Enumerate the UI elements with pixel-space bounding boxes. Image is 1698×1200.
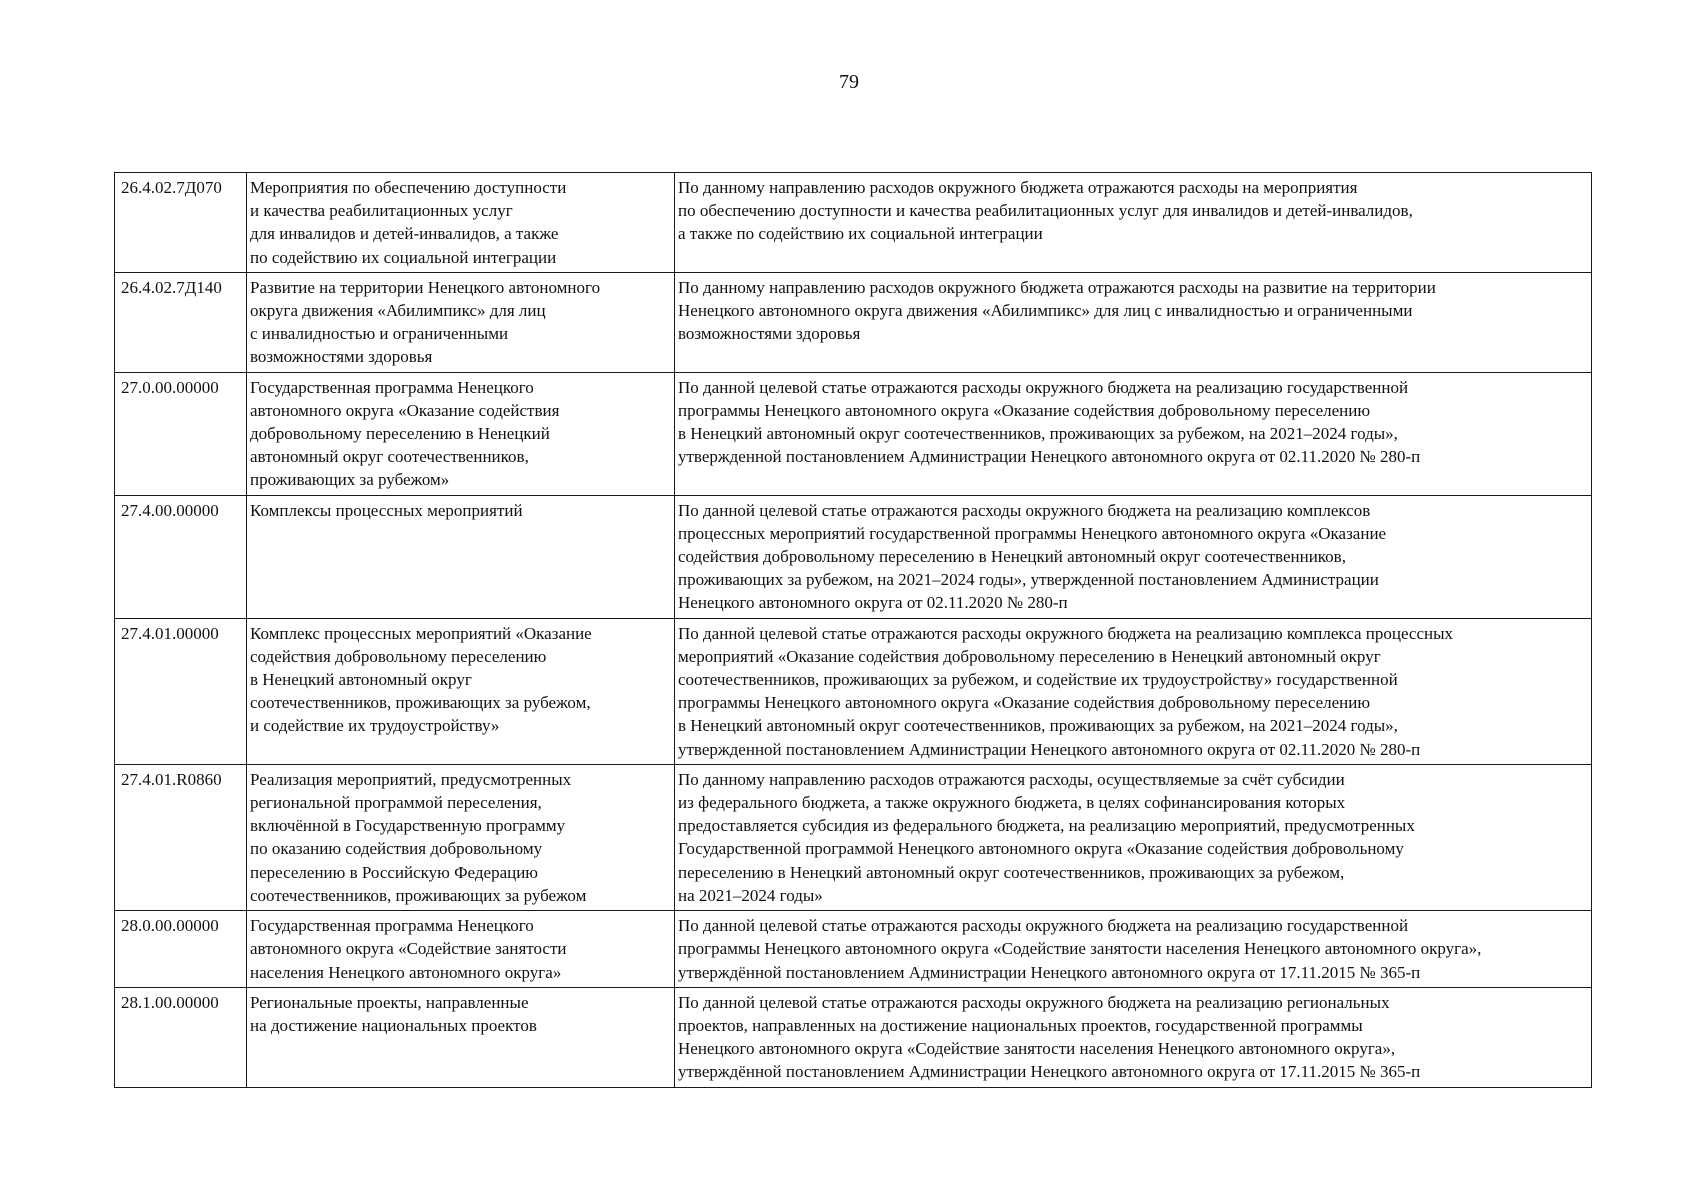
row-description: По данной целевой статье отражаются расходы окружного бюджета на реализацию комплекса процессных мероприятий «Оказание содействия добровольному переселению в Ненецкий автономный округ соотечественников, проживающих за рубежом, и содействие их трудоустройству» государственной программы Ненецкого автономного округа «Оказание содействия добровольному переселению в Ненецкий автономный округ соотечественников, проживающих за рубежом, на 2021–2024 годы», утвержденной постановлением Администрации Ненецкого автономного округа от 02.11.2020 № 280-п xyxy=(675,618,1592,764)
row-name: Реализация мероприятий, предусмотренных региональной программой переселения, включённой в Государственную программу по оказанию содействия добровольному переселению в Российскую Федерацию соотечественников, проживающих за рубежом xyxy=(247,764,675,910)
row-description: По данной целевой статье отражаются расходы окружного бюджета на реализацию государственной программы Ненецкого автономного округа «Оказание содействия добровольному переселению в Ненецкий автономный округ соотечественников, проживающих за рубежом, на 2021–2024 годы», утвержденной постановлением Администрации Ненецкого автономного округа от 02.11.2020 № 280-п xyxy=(675,372,1592,495)
row-description: По данному направлению расходов окружного бюджета отражаются расходы на развитие на территории Ненецкого автономного округа движения «Абилимпикс» для лиц с инвалидностью и ограниченными возможностями здоровья xyxy=(675,272,1592,372)
row-description: По данной целевой статье отражаются расходы окружного бюджета на реализацию региональных проектов, направленных на достижение национальных проектов, государственной программы Ненецкого автономного округа «Содействие занятости населения Ненецкого автономного округа», утверждённой постановлением Администрации Ненецкого автономного округа от 17.11.2015 № 365-п xyxy=(675,987,1592,1087)
row-description: По данной целевой статье отражаются расходы окружного бюджета на реализацию государственной программы Ненецкого автономного округа «Содействие занятости населения Ненецкого автономного округа», утверждённой постановлением Администрации Ненецкого автономного округа от 17.11.2015 № 365-п xyxy=(675,911,1592,988)
row-code: 27.4.01.R0860 xyxy=(115,764,247,910)
row-name: Государственная программа Ненецкого автономного округа «Содействие занятости населения Ненецкого автономного округа» xyxy=(247,911,675,988)
table-row xyxy=(115,173,1592,273)
table-row xyxy=(115,618,1592,764)
row-description: По данной целевой статье отражаются расходы окружного бюджета на реализацию комплексов процессных мероприятий государственной программы Ненецкого автономного округа «Оказание содействия добровольному переселению в Ненецкий автономный округ соотечественников, проживающих за рубежом, на 2021–2024 годы», утвержденной постановлением Администрации Ненецкого автономного округа от 02.11.2020 № 280-п xyxy=(675,495,1592,618)
table-row xyxy=(115,372,1592,495)
row-name: Мероприятия по обеспечению доступности и качества реабилитационных услуг для инвалидов и детей-инвалидов, а также по содействию их социальной интеграции xyxy=(247,173,675,273)
page-number: 79 xyxy=(839,71,859,93)
row-code: 26.4.02.7Д070 xyxy=(115,173,247,273)
table-row xyxy=(115,764,1592,910)
row-description: По данному направлению расходов окружного бюджета отражаются расходы на мероприятия по обеспечению доступности и качества реабилитационных услуг для инвалидов и детей-инвалидов, а также по содействию их социальной интеграции xyxy=(675,173,1592,273)
row-name: Развитие на территории Ненецкого автономного округа движения «Абилимпикс» для лиц с инвалидностью и ограниченными возможностями здоровья xyxy=(247,272,675,372)
table-row xyxy=(115,272,1592,372)
budget-classification-table xyxy=(114,172,1592,1088)
row-code: 26.4.02.7Д140 xyxy=(115,272,247,372)
row-code: 27.4.00.00000 xyxy=(115,495,247,618)
row-name: Комплекс процессных мероприятий «Оказание содействия добровольному переселению в Ненецкий автономный округ соотечественников, проживающих за рубежом, и содействие их трудоустройству» xyxy=(247,618,675,764)
row-name: Комплексы процессных мероприятий xyxy=(247,495,675,618)
table-row xyxy=(115,911,1592,988)
row-code: 27.0.00.00000 xyxy=(115,372,247,495)
row-code: 28.0.00.00000 xyxy=(115,911,247,988)
table-row xyxy=(115,987,1592,1087)
table-row xyxy=(115,495,1592,618)
row-name: Государственная программа Ненецкого автономного округа «Оказание содействия добровольному переселению в Ненецкий автономный округ соотечественников, проживающих за рубежом» xyxy=(247,372,675,495)
row-description: По данному направлению расходов отражаются расходы, осуществляемые за счёт субсидии из федерального бюджета, а также окружного бюджета, в целях софинансирования которых предоставляется субсидия из федерального бюджета, на реализацию мероприятий, предусмотренных Государственной программой Ненецкого автономного округа «Оказание содействия добровольному переселению в Ненецкий автономный округ соотечественников, проживающих за рубежом, на 2021–2024 годы» xyxy=(675,764,1592,910)
row-name: Региональные проекты, направленные на достижение национальных проектов xyxy=(247,987,675,1087)
row-code: 28.1.00.00000 xyxy=(115,987,247,1087)
row-code: 27.4.01.00000 xyxy=(115,618,247,764)
